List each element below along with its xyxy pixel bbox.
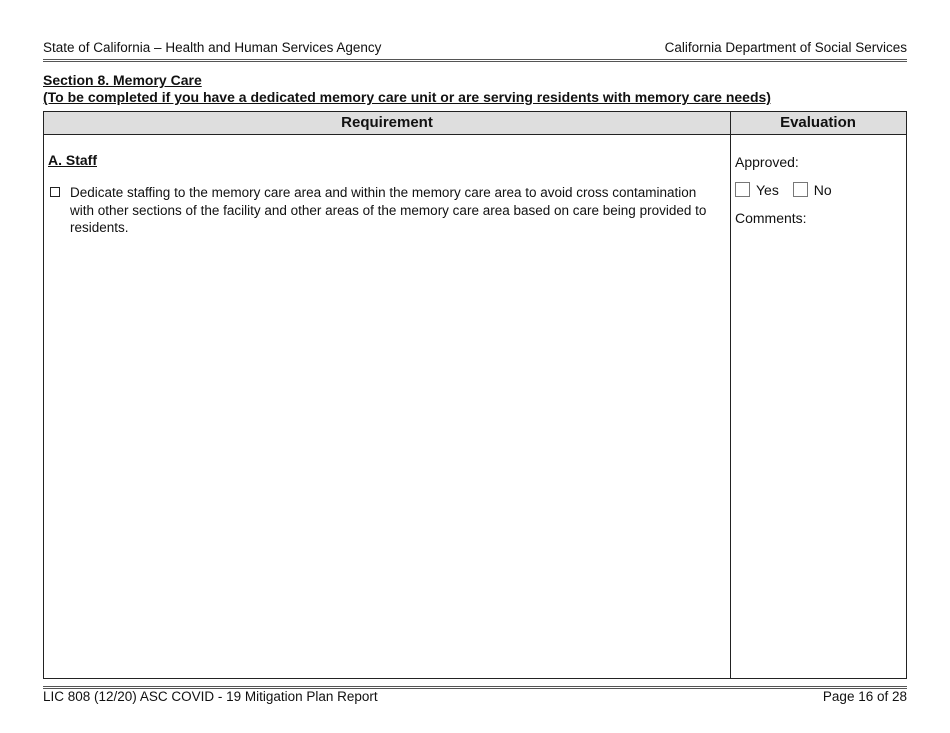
requirement-table bbox=[43, 111, 907, 679]
requirement-cell bbox=[48, 152, 718, 237]
column-header-evaluation: Evaluation bbox=[780, 114, 856, 131]
subsection-heading: A. Staff bbox=[48, 152, 97, 168]
column-divider bbox=[730, 112, 731, 678]
approval-choices bbox=[735, 180, 902, 208]
comments-label: Comments: bbox=[735, 210, 807, 226]
evaluation-cell bbox=[735, 152, 902, 236]
header-department: California Department of Social Services bbox=[664, 40, 907, 55]
no-checkbox[interactable] bbox=[793, 182, 808, 197]
requirement-checkbox[interactable] bbox=[50, 187, 60, 197]
footer-form-id: LIC 808 (12/20) ASC COVID - 19 Mitigation Plan Report bbox=[43, 689, 378, 704]
no-option[interactable] bbox=[793, 180, 832, 200]
yes-checkbox[interactable] bbox=[735, 182, 750, 197]
header-agency: State of California – Health and Human Services Agency bbox=[43, 40, 382, 55]
requirement-text: Dedicate staffing to the memory care area and within the memory care area to avoid cross contamination with other sections of the facility and other areas of the memory care area based on care being provided to residents. bbox=[70, 185, 707, 235]
requirement-item bbox=[48, 184, 718, 237]
yes-label: Yes bbox=[756, 182, 779, 198]
header-rule bbox=[43, 59, 907, 62]
table-header bbox=[44, 112, 906, 135]
section-title: Section 8. Memory Care bbox=[43, 72, 202, 88]
yes-option[interactable] bbox=[735, 180, 779, 200]
no-label: No bbox=[813, 182, 832, 198]
approved-label: Approved: bbox=[735, 154, 799, 170]
footer-page-number: Page 16 of 28 bbox=[822, 689, 907, 704]
column-header-requirement: Requirement bbox=[341, 114, 433, 131]
section-subtitle: (To be completed if you have a dedicated memory care unit or are serving residents with memory care needs) bbox=[43, 89, 771, 105]
page-header bbox=[43, 40, 907, 58]
